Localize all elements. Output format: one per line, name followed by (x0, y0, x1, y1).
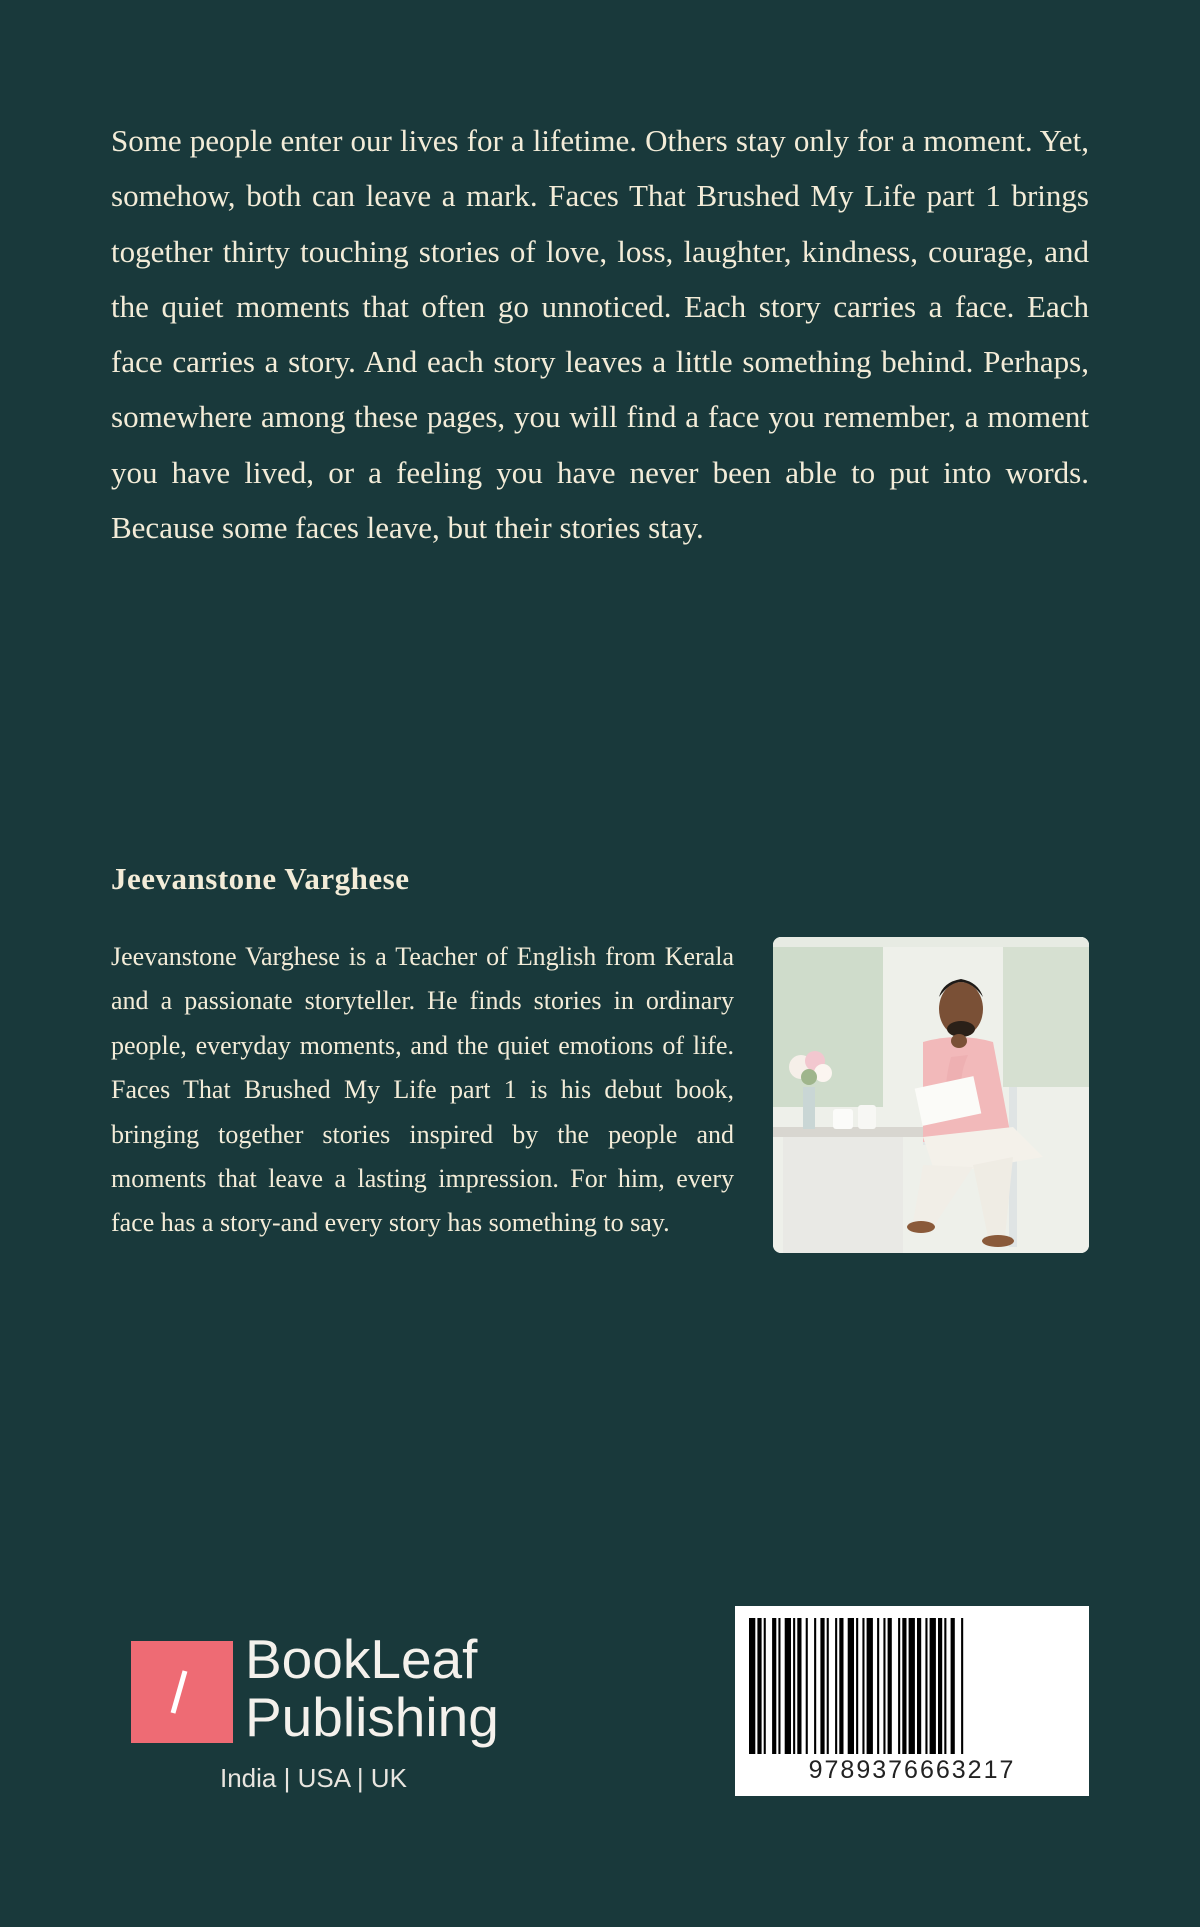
barcode-bar (930, 1618, 936, 1754)
barcode-bar (778, 1618, 780, 1754)
slash-icon (131, 1641, 233, 1743)
book-blurb: Some people enter our lives for a lifetime. Others stay only for a moment. Yet, somehow, both can leave a mark. Faces That Brushed My Life part 1 brings together thirty touching stories of love, loss, laughter, kindness, courage, and the quiet moments that often go unnoticed. Each story carries a face. Each face carries a story. And each story leaves a little something behind. Perhaps, somewhere among these pages, you will find a face you remember, a moment you have lived, or a feeling you have never been able to put into words. Because some faces leave, but their stories stay. (111, 123, 1089, 546)
barcode-bar (839, 1618, 843, 1754)
barcode-bar (797, 1618, 801, 1754)
barcode-bar (925, 1618, 927, 1754)
barcode-bar (856, 1618, 858, 1754)
barcode-bar (785, 1618, 791, 1754)
barcode-bar (902, 1618, 906, 1754)
author-bio: Jeevanstone Varghese is a Teacher of English from Kerala and a passionate storyteller. He finds stories in ordinary people, everyday moments, and the quiet emotions of life. Faces That Brushed My Life part 1 is his debut book, bringing together stories inspired by the people and moments that leave a lasting impression. For him, every face has a story-and every story has something to say. (111, 942, 734, 1238)
barcode-bar (827, 1618, 829, 1754)
publisher-name-line2: Publishing (245, 1686, 499, 1748)
barcode-bar (898, 1618, 900, 1754)
barcode-bar (757, 1618, 761, 1754)
barcode-bar (961, 1618, 963, 1754)
barcode-bar (835, 1618, 837, 1754)
barcode-bar (749, 1618, 755, 1754)
barcode-bar (917, 1618, 921, 1754)
barcode-bar (888, 1618, 892, 1754)
barcode-bar (867, 1618, 873, 1754)
author-name: Jeevanstone Varghese (111, 861, 410, 896)
barcode-bar (862, 1618, 864, 1754)
publisher-name-line1: BookLeaf (245, 1628, 478, 1690)
publisher-name (245, 1630, 499, 1746)
barcode-bar (877, 1618, 879, 1754)
barcode-bars (749, 1618, 1075, 1754)
barcode-bar (820, 1618, 824, 1754)
publisher-regions: India | USA | UK (220, 1763, 407, 1793)
isbn-number: 9789376663217 (808, 1756, 1016, 1784)
barcode-bar (814, 1618, 816, 1754)
barcode-bar (793, 1618, 795, 1754)
isbn-barcode (735, 1606, 1089, 1796)
barcode-bar (848, 1618, 854, 1754)
barcode-bar (944, 1618, 946, 1754)
barcode-bar (951, 1618, 955, 1754)
publisher-logo (131, 1641, 233, 1743)
barcode-bar (938, 1618, 942, 1754)
barcode-bar (883, 1618, 885, 1754)
barcode-bar (909, 1618, 915, 1754)
barcode-bar (764, 1618, 766, 1754)
barcode-bar (772, 1618, 776, 1754)
barcode-bar (806, 1618, 808, 1754)
author-photo (773, 937, 1089, 1253)
